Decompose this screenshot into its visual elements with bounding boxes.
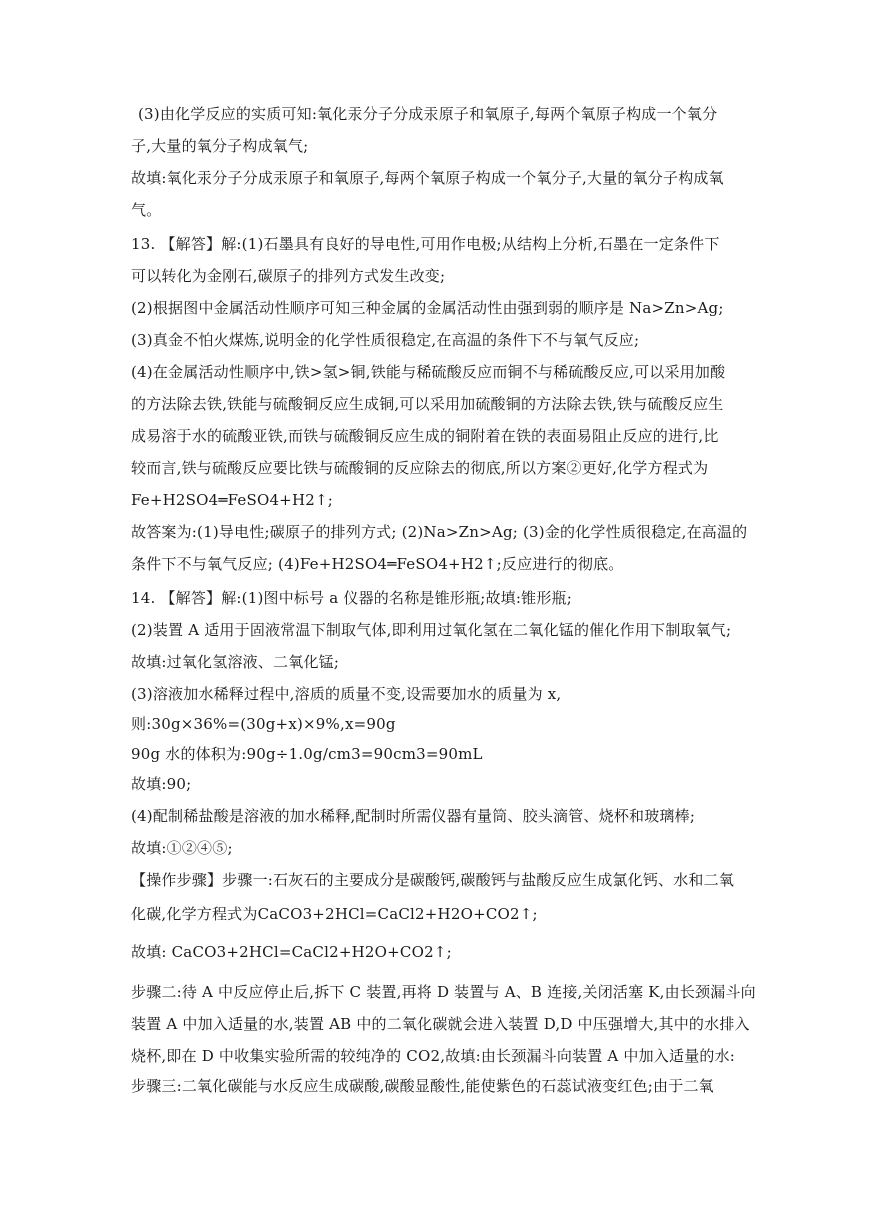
text-line: (3)由化学反应的实质可知:氧化汞分子分成汞原子和氧原子,每两个氧原子构成一个氧分 [138,105,718,123]
text-line: (4)在金属活动性顺序中,铁>氢>铜,铁能与稀硫酸反应而铜不与稀硫酸反应,可以采用加酸 [131,363,726,381]
text-line: (2)根据图中金属活动性顺序可知三种金属的金属活动性由强到弱的顺序是 Na>Zn>Ag; [131,299,724,317]
text-line: (2)装置 A 适用于固液常温下制取气体,即利用过氧化氢在二氧化锰的催化作用下制取氧气; [131,621,732,639]
text-line: 可以转化为金刚石,碳原子的排列方式发生改变; [131,267,446,285]
text-line: (3)溶液加水稀释过程中,溶质的质量不变,设需要加水的质量为 x, [131,685,562,703]
text-line: 故填:90; [131,775,192,793]
text-line: 故答案为:(1)导电性;碳原子的排列方式; (2)Na>Zn>Ag; (3)金的化学性质很稳定,在高温的 [131,523,748,541]
text-line: 故填:氧化汞分子分成汞原子和氧原子,每两个氧原子构成一个氧分子,大量的氧分子构成氧 [131,169,724,187]
text-line: 的方法除去铁,铁能与硫酸铜反应生成铜,可以采用加硫酸铜的方法除去铁,铁与硫酸反应生 [131,395,724,413]
text-line: 步骤二:待 A 中反应停止后,拆下 C 装置,再将 D 装置与 A、B 连接,关闭活塞 K,由长颈漏斗向 [131,983,756,1001]
text-line: (4)配制稀盐酸是溶液的加水稀释,配制时所需仪器有量筒、胶头滴管、烧杯和玻璃棒; [131,807,696,825]
text-line: 较而言,铁与硫酸反应要比铁与硫酸铜的反应除去的彻底,所以方案②更好,化学方程式为 [131,459,709,477]
text-line: 气。 [131,201,162,219]
text-line: 则:30g×36%=(30g+x)×9%,x=90g [131,715,396,733]
text-line: (3)真金不怕火煤炼,说明金的化学性质很稳定,在高温的条件下不与氧气反应; [131,331,640,349]
text-line: Fe+H2SO4═FeSO4+H2↑; [131,491,334,509]
text-line: 装置 A 中加入适量的水,装置 AB 中的二氧化碳就会进入装置 D,D 中压强增大,其中的水排入 [131,1015,750,1033]
text-line: 【操作步骤】步骤一:石灰石的主要成分是碳酸钙,碳酸钙与盐酸反应生成氯化钙、水和二氧 [131,871,735,889]
text-line: 故填:过氧化氢溶液、二氧化锰; [131,653,340,671]
text-line: 步骤三:二氧化碳能与水反应生成碳酸,碳酸显酸性,能使紫色的石蕊试液变红色;由于二氧 [131,1077,714,1095]
text-line: 13. 【解答】解:(1)石墨具有良好的导电性,可用作电极;从结构上分析,石墨在一定条件下 [131,235,720,253]
text-line: 故填: CaCO3+2HCl=CaCl2+H2O+CO2↑; [131,943,452,961]
text-line: 化碳,化学方程式为CaCO3+2HCl=CaCl2+H2O+CO2↑; [131,905,538,923]
text-line: 故填:①②④⑤; [131,839,233,857]
text-line: 子,大量的氧分子构成氧气; [131,137,309,155]
text-line: 条件下不与氧气反应; (4)Fe+H2SO4═FeSO4+H2↑;反应进行的彻底。 [131,555,624,573]
text-line: 14. 【解答】解:(1)图中标号 a 仪器的名称是锥形瓶;故填:锥形瓶; [131,589,572,607]
text-line: 烧杯,即在 D 中收集实验所需的较纯净的 CO2,故填:由长颈漏斗向装置 A 中加入适量的水: [131,1047,736,1065]
text-line: 90g 水的体积为:90g÷1.0g/cm3=90cm3=90mL [131,745,483,763]
text-line: 成易溶于水的硫酸亚铁,而铁与硫酸铜反应生成的铜附着在铁的表面易阻止反应的进行,比 [131,427,719,445]
